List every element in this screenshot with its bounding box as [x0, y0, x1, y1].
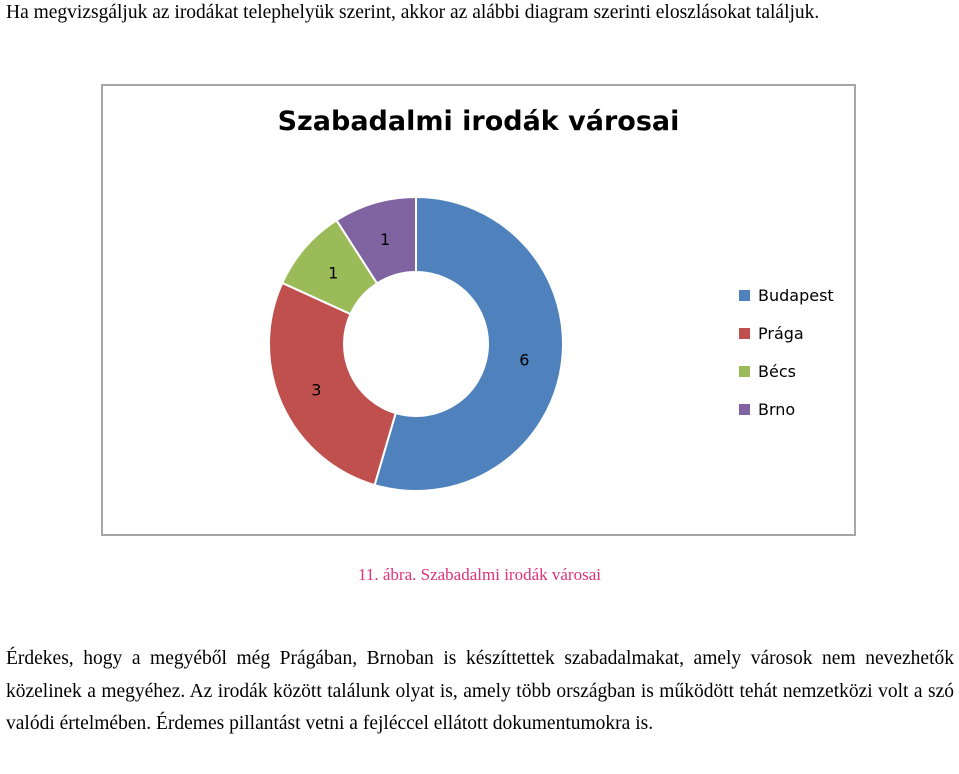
legend-swatch [739, 366, 750, 377]
slice-label-bécs: 1 [328, 263, 339, 283]
slice-prága [269, 283, 396, 485]
slice-label-brno: 1 [380, 229, 391, 249]
legend-label: Budapest [758, 285, 834, 305]
legend-label: Prága [758, 323, 804, 343]
legend-label: Bécs [758, 361, 796, 381]
figure-caption: 11. ábra. Szabadalmi irodák városai [358, 565, 601, 584]
chart-legend [739, 276, 834, 428]
intro-paragraph: Ha megvizsgáljuk az irodákat telephelyük szerint, akkor az alábbi diagram szerinti eloszlásokat találjuk. [6, 2, 820, 23]
doughnut-chart [101, 84, 856, 536]
legend-label: Brno [758, 399, 796, 419]
legend-swatch [739, 290, 750, 301]
legend-item-prága [739, 314, 834, 352]
slice-label-prága: 3 [311, 380, 322, 400]
legend-item-brno [739, 390, 834, 428]
legend-item-budapest [739, 276, 834, 314]
legend-item-bécs [739, 352, 834, 390]
chart-title: Szabadalmi irodák városai [277, 106, 680, 137]
legend-swatch [739, 404, 750, 415]
slice-label-budapest: 6 [519, 350, 530, 370]
body-paragraph: Érdekes, hogy a megyéből még Prágában, Brnoban is készíttettek szabadalmakat, amely városok nem nevezhetők közelinek a megyéhez. Az irodák között találunk olyat is, amely több országban is működött tehát nemzetközi volt a szó valódi értelmében. Érdemes pillantást vetni a fejléccel ellátott dokumentumokra is. [6, 648, 954, 734]
legend-swatch [739, 328, 750, 339]
